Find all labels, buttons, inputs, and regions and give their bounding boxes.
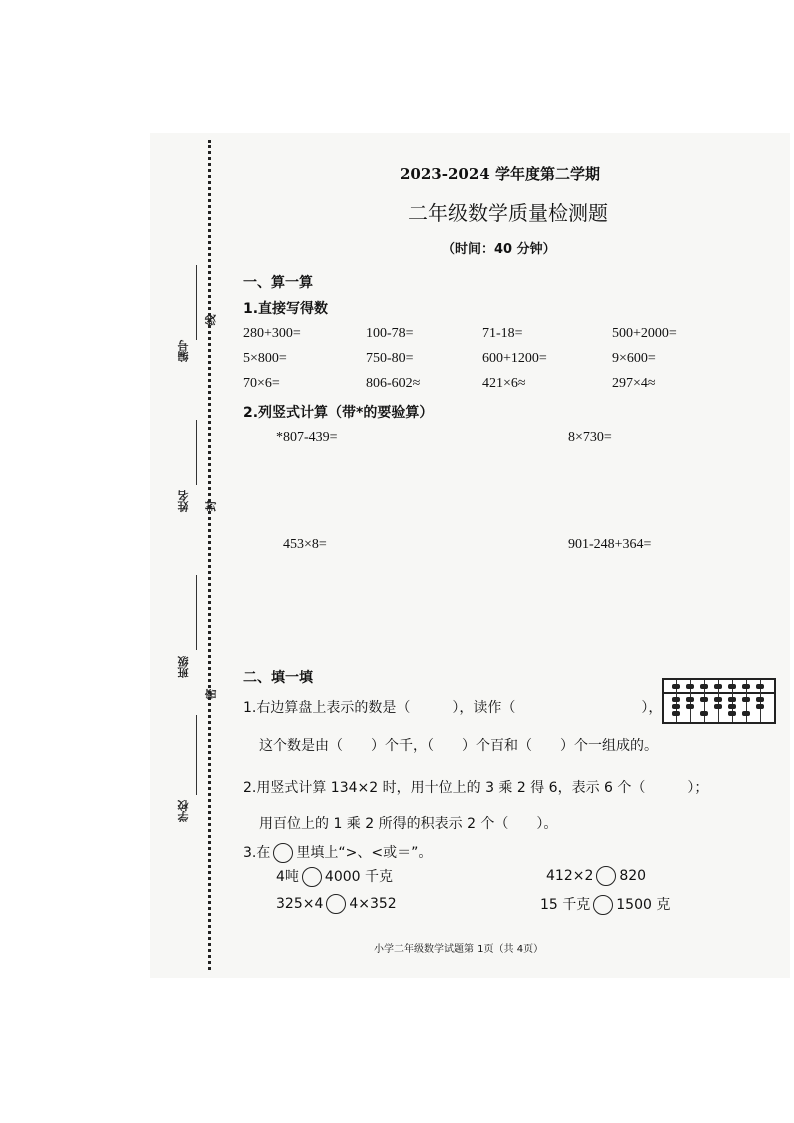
fill-q1-line2: 这个数是由（ ）个千，（ ）个百和（ ）个一组成的。: [259, 738, 658, 754]
label-number: 编号: [177, 340, 190, 362]
year-term: 2023-2024 学年度第二学期: [400, 165, 600, 183]
time-limit: （时间：40 分钟）: [442, 242, 556, 257]
page-footer: 小学二年级数学试题第 1页（共 4页）: [374, 944, 544, 955]
abacus-image: [662, 678, 776, 724]
label-school: 学校: [177, 800, 190, 822]
q3-prefix: 3.在: [243, 845, 271, 861]
calc-item: 5×800=: [243, 351, 287, 366]
fill-q2-line1: 2.用竖式计算 134×2 时，用十位上的 3 乘 2 得 6，表示 6 个（ ）；: [243, 780, 709, 796]
vertical-calc-item: 8×730=: [568, 430, 612, 445]
calc-item: 421×6≈: [482, 376, 526, 391]
answer-circle[interactable]: [326, 894, 346, 914]
compare-item: 412×2 820: [546, 868, 647, 884]
calc-item: 280+300=: [243, 326, 301, 341]
label-name: 姓名: [177, 490, 190, 512]
binding-dotted-line: [208, 140, 211, 970]
calc-item: 806-602≈: [366, 376, 421, 391]
answer-circle[interactable]: [593, 895, 613, 915]
calc-item: 500+2000=: [612, 326, 677, 341]
calc-item: 600+1200=: [482, 351, 547, 366]
page-title: 二年级数学质量检测题: [408, 201, 608, 225]
section1-heading: 一、算一算: [243, 275, 313, 291]
school-underline: [196, 715, 197, 795]
calc-item: 70×6=: [243, 376, 280, 391]
section2-heading: 二、填一填: [243, 670, 313, 686]
cut-char-feng: 封: [204, 500, 218, 512]
cut-char-mi: 密: [204, 688, 218, 700]
fill-q1-line1: 1.右边算盘上表示的数是（ ），读作（ ），: [243, 700, 663, 716]
label-class: 班级: [177, 656, 190, 678]
calc-item: 71-18=: [482, 326, 523, 341]
fill-q2-line2: 用百位上的 1 乘 2 所得的积表示 2 个（ ）。: [259, 816, 558, 832]
fill-q3-instruction: [243, 842, 432, 863]
calc-item: 750-80=: [366, 351, 414, 366]
number-underline: [196, 265, 197, 340]
vertical-calc-item: 901-248+364=: [568, 537, 652, 552]
q1-title: 1.直接写得数: [243, 301, 329, 317]
cut-char-xian: 线: [204, 314, 218, 326]
answer-circle[interactable]: [596, 866, 616, 886]
calc-item: 297×4≈: [612, 376, 656, 391]
answer-circle[interactable]: [302, 867, 322, 887]
calc-item: 100-78=: [366, 326, 414, 341]
q2-title: 2.列竖式计算（带*的要验算）: [243, 405, 434, 421]
calc-item: 9×600=: [612, 351, 656, 366]
compare-item: 15 千克 1500 克: [540, 897, 671, 913]
vertical-calc-item: *807-439=: [276, 430, 338, 445]
compare-item: 4吨 4000 千克: [276, 869, 394, 885]
compare-item: 325×4 4×352: [276, 896, 397, 912]
name-underline: [196, 420, 197, 485]
q3-suffix: 里填上“>、<或＝”。: [296, 845, 433, 861]
vertical-calc-item: 453×8=: [283, 537, 327, 552]
class-underline: [196, 575, 197, 650]
compare-circle-icon: [273, 843, 293, 863]
